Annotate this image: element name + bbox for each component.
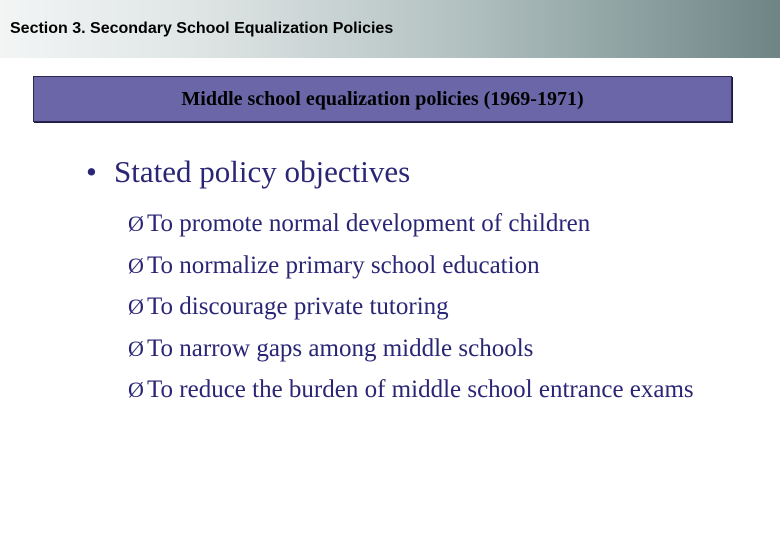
list-item-text: To discourage private tutoring (147, 293, 449, 320)
list-item (128, 286, 728, 328)
list-item (128, 369, 728, 411)
arrow-bullet-icon: Ø (128, 335, 144, 361)
arrow-bullet-icon: Ø (128, 252, 144, 278)
list-item (128, 203, 728, 245)
list-item (128, 328, 728, 370)
banner-box (33, 76, 732, 122)
main-bullet-text: Stated policy objectives (114, 154, 411, 189)
list-item (128, 245, 728, 287)
objectives-list (128, 203, 728, 411)
section-title: Section 3. Secondary School Equalization Policies (10, 20, 394, 37)
arrow-bullet-icon: Ø (128, 377, 144, 402)
arrow-bullet-icon: Ø (128, 294, 144, 319)
header-bar (0, 0, 780, 58)
arrow-bullet-icon: Ø (128, 211, 144, 236)
bullet-icon: • (86, 154, 97, 189)
list-item-text: To reduce the burden of middle school entrance exams (147, 376, 694, 403)
banner-title: Middle school equalization policies (1969-1971) (181, 87, 584, 110)
list-item-text: To normalize primary school education (147, 251, 540, 279)
main-bullet (86, 154, 410, 190)
list-item-text: To promote normal development of children (147, 210, 591, 237)
list-item-text: To narrow gaps among middle schools (147, 334, 534, 362)
